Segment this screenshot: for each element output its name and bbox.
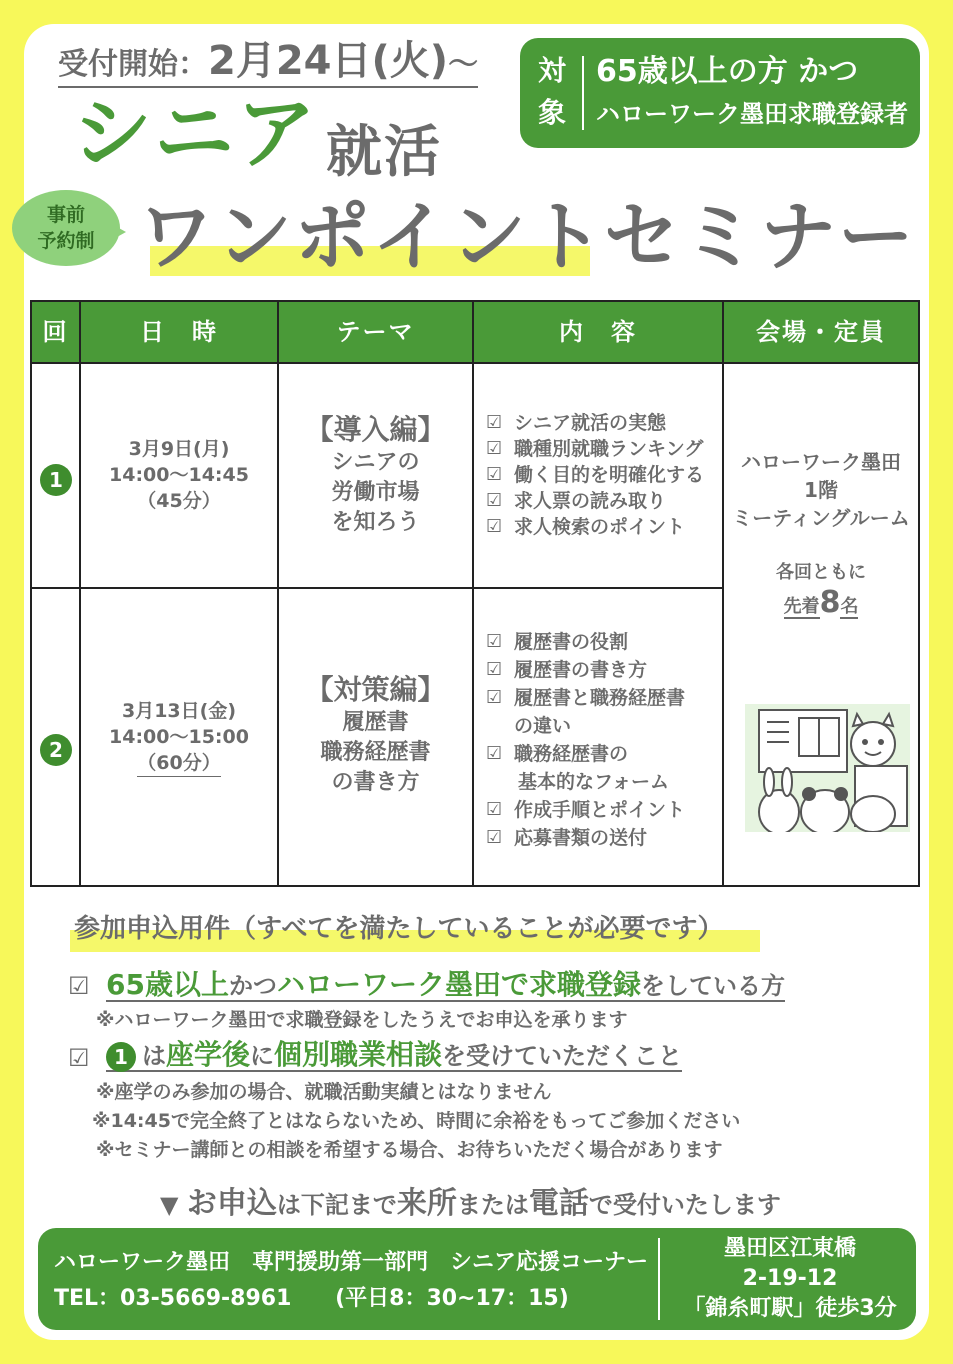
req2-consultation: 個別職業相談 — [274, 1038, 443, 1071]
row-divider — [32, 587, 722, 589]
session-2-number: 2 — [40, 734, 72, 766]
venue-name: ハローワーク墨田 — [741, 450, 901, 474]
req1-and: かつ — [228, 972, 277, 1000]
target-label — [534, 50, 570, 134]
session-1-contents — [486, 410, 704, 540]
address-number: 2-19-12 — [742, 1266, 838, 1291]
conditions-title: 参加申込用件（すべてを満たしていることが必要です） — [74, 914, 724, 944]
session-1-theme-line: を知ろう — [331, 510, 420, 535]
capacity-suffix: 名 — [840, 596, 859, 617]
session-1-datetime — [81, 436, 277, 514]
header-theme: テーマ — [336, 318, 415, 346]
target-label-1: 対 — [537, 54, 566, 87]
seminar-title: ワンポイントセミナー — [138, 192, 916, 281]
apply-part: は下記まで — [276, 1191, 397, 1219]
contact-line — [54, 1284, 569, 1314]
note-1: ※ハローワーク墨田で求職登録をしたうえでお申込を承ります — [96, 1009, 628, 1031]
session-1-duration: （45分） — [137, 490, 221, 512]
main-title — [72, 86, 442, 191]
session-1-theme-line: 労働市場 — [331, 480, 420, 505]
office-hours: (平日8：30~17：15) — [335, 1286, 569, 1311]
session-2-theme-line: 履歴書 — [342, 710, 409, 735]
footer-divider — [658, 1238, 660, 1320]
session-1-marker: 1 — [106, 1042, 136, 1072]
session-2-date: 3月13日(金) — [121, 700, 237, 722]
apply-visit: 来所 — [396, 1186, 457, 1221]
down-triangle-icon: ▼ — [160, 1191, 179, 1219]
checkbox-icon: ☑ — [68, 1044, 90, 1072]
session-2-theme-head: 【対策編】 — [305, 673, 446, 706]
apply-part: お申込 — [186, 1186, 277, 1221]
content-continued: 基本的なフォーム — [518, 771, 670, 793]
apply-part: または — [456, 1191, 529, 1219]
target-line1: 65歳以上の方 かつ — [596, 54, 859, 89]
content-item: ☑ 作成手順とポイント — [486, 796, 685, 824]
content-continued: の違い — [514, 715, 572, 737]
header-venue: 会場・定員 — [756, 318, 886, 346]
badge-line1: 事前 — [46, 204, 85, 226]
requirement-1 — [106, 968, 785, 1003]
content-item: ☑ 職務経歴書の — [486, 740, 685, 768]
content-item: ☑ 職種別就職ランキング — [486, 436, 704, 462]
session-2-time: 14:00〜15:00 — [109, 726, 249, 748]
session-1-theme — [279, 412, 472, 538]
note-3: ※14:45で完全終了とはならないため、時間に余裕をもってご参加ください — [92, 1110, 741, 1132]
content-item-continued — [486, 712, 685, 740]
session-2-datetime — [81, 698, 277, 777]
content-item: ☑ 求人票の読み取り — [486, 488, 704, 514]
header-round: 回 — [42, 318, 69, 346]
requirement-2 — [106, 1038, 682, 1073]
content-item: ☑ 応募書類の送付 — [486, 824, 685, 852]
venue-floor: 1階 — [804, 478, 838, 502]
seminar-illustration — [745, 704, 910, 832]
col-divider — [79, 302, 81, 885]
address — [664, 1234, 916, 1324]
req2-after-lecture: 座学後 — [166, 1038, 251, 1071]
application-instruction — [160, 1186, 781, 1223]
note-2: ※座学のみ参加の場合、就職活動実績とはなりません — [96, 1081, 552, 1103]
session-2-theme-line: 職務経歴書 — [320, 740, 431, 765]
session-1-time: 14:00〜14:45 — [109, 464, 249, 486]
content-item: ☑ 働く目的を明確化する — [486, 462, 704, 488]
checkbox-icon: ☑ — [68, 972, 90, 1000]
note-4: ※セミナー講師との相談を希望する場合、お待ちいただく場合があります — [96, 1139, 723, 1161]
content-item: ☑ 履歴書と職務経歴書 — [486, 684, 685, 712]
req2-particle2: に — [250, 1042, 275, 1070]
reception-start — [58, 40, 478, 88]
target-divider — [582, 56, 584, 130]
reception-suffix: 〜 — [448, 47, 479, 82]
capacity-info — [724, 560, 918, 620]
capacity-count — [724, 585, 918, 620]
reception-date: 2月24日(火) — [208, 38, 449, 84]
content-item: ☑ 履歴書の役割 — [486, 628, 685, 656]
session-1-date: 3月9日(月) — [128, 438, 230, 460]
table-header — [32, 302, 918, 362]
title-senior: シニア — [72, 87, 318, 180]
apply-part: で受付いたします — [588, 1191, 781, 1219]
capacity-number: 8 — [819, 585, 841, 620]
content-item: ☑ 求人検索のポイント — [486, 514, 704, 540]
venue-room: ミーティングルーム — [732, 506, 910, 530]
address-station: 「錦糸町駅」徒歩3分 — [683, 1296, 897, 1321]
header-content: 内 容 — [559, 318, 637, 346]
reception-prefix: 受付開始： — [58, 47, 208, 82]
target-label-2: 象 — [537, 96, 566, 129]
req2-particle: は — [142, 1042, 166, 1070]
session-1-number: 1 — [40, 464, 72, 496]
phone-number[interactable]: TEL：03-5669-8961 — [54, 1286, 292, 1311]
reservation-badge — [12, 190, 120, 266]
address-ward: 墨田区江東橋 — [723, 1236, 856, 1261]
target-box — [520, 38, 920, 148]
capacity-prefix: 先着 — [783, 596, 820, 617]
req1-age: 65歳以上 — [106, 968, 229, 1001]
venue-info — [724, 448, 918, 532]
badge-line2: 予約制 — [37, 230, 95, 252]
session-1-theme-head: 【導入編】 — [305, 413, 446, 446]
capacity-each: 各回ともに — [776, 562, 866, 583]
header-datetime: 日 時 — [140, 318, 218, 346]
content-item: ☑ シニア就活の実態 — [486, 410, 704, 436]
req1-registration: ハローワーク墨田で求職登録 — [276, 968, 641, 1001]
req2-tail: を受けていただくこと — [442, 1042, 683, 1070]
col-divider — [472, 302, 474, 885]
session-2-duration: （60分） — [137, 750, 220, 777]
requirement-2-text — [106, 1038, 683, 1072]
content-item-continued — [486, 768, 685, 796]
office-name: ハローワーク墨田 専門援助第一部門 シニア応援コーナー — [54, 1250, 649, 1275]
target-line2: ハローワーク墨田求職登録者 — [596, 100, 908, 128]
title-job-hunting: 就活 — [326, 120, 442, 185]
session-2-theme-line: の書き方 — [331, 770, 420, 795]
requirement-1-text — [106, 968, 785, 1002]
row-divider — [32, 362, 918, 364]
session-2-theme — [279, 672, 472, 798]
contact-footer — [38, 1228, 916, 1330]
content-item: ☑ 履歴書の書き方 — [486, 656, 685, 684]
apply-phone: 電話 — [528, 1186, 589, 1221]
session-1-theme-line: シニアの — [331, 450, 420, 475]
req1-tail: をしている方 — [640, 972, 785, 1000]
session-2-contents — [486, 628, 685, 852]
